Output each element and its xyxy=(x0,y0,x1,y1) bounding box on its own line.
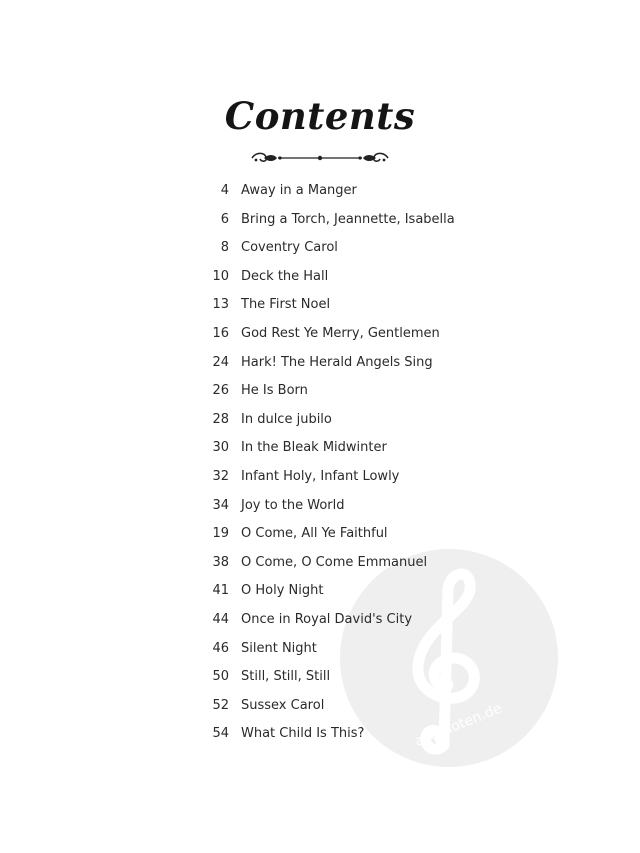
toc-entry[interactable] xyxy=(0,353,640,382)
toc-entry[interactable] xyxy=(0,696,640,725)
toc-song-title: Coventry Carol xyxy=(241,240,338,256)
toc-page-number: 52 xyxy=(212,697,229,713)
toc-song-title: He Is Born xyxy=(241,383,308,399)
toc-song-title: Hark! The Herald Angels Sing xyxy=(241,354,433,370)
toc-page-number: 50 xyxy=(212,669,229,685)
toc-page-number: 28 xyxy=(212,411,229,427)
toc-entry[interactable] xyxy=(0,610,640,639)
toc-page-number: 4 xyxy=(220,183,229,198)
toc-entry[interactable] xyxy=(0,639,640,668)
toc-song-title: Deck the Hall xyxy=(241,268,329,284)
toc-page-number: 54 xyxy=(212,726,229,742)
toc-entry[interactable] xyxy=(0,524,640,553)
toc-page-number: 24 xyxy=(212,354,229,370)
toc-page-number: 46 xyxy=(212,640,229,656)
toc-entry[interactable] xyxy=(0,381,640,410)
watermark-text: alle-noten.de xyxy=(412,700,505,751)
toc-song-title: O Holy Night xyxy=(241,583,324,599)
toc-page-number: 34 xyxy=(212,497,229,513)
toc-entry[interactable] xyxy=(0,438,640,467)
flourish-divider-icon xyxy=(250,150,390,166)
toc-entry[interactable] xyxy=(0,667,640,696)
toc-entry[interactable] xyxy=(0,553,640,582)
toc-song-title: Bring a Torch, Jeannette, Isabella xyxy=(241,211,455,227)
toc-page-number: 19 xyxy=(212,526,229,542)
toc-entry[interactable] xyxy=(0,267,640,296)
toc-song-title: Joy to the World xyxy=(241,497,345,513)
toc-entry[interactable] xyxy=(0,295,640,324)
toc-entry[interactable] xyxy=(0,324,640,353)
toc-page-number: 30 xyxy=(212,440,229,456)
toc-page-number: 16 xyxy=(212,325,229,341)
toc-song-title: O Come, All Ye Faithful xyxy=(241,526,388,542)
toc-song-title: Infant Holy, Infant Lowly xyxy=(241,468,400,484)
toc-page-number: 32 xyxy=(212,468,229,484)
toc-entry[interactable] xyxy=(0,410,640,439)
toc-entry[interactable] xyxy=(0,581,640,610)
toc-song-title: Silent Night xyxy=(241,640,317,656)
toc-page-number: 6 xyxy=(220,211,229,227)
toc-entry[interactable] xyxy=(0,181,640,210)
toc-song-title: God Rest Ye Merry, Gentlemen xyxy=(241,325,440,341)
toc-list xyxy=(0,181,640,753)
toc-entry[interactable] xyxy=(0,496,640,525)
toc-entry[interactable] xyxy=(0,467,640,496)
toc-song-title: Still, Still, Still xyxy=(241,669,331,685)
toc-entry[interactable] xyxy=(0,238,640,267)
toc-page-number: 41 xyxy=(212,583,229,599)
toc-page-number: 10 xyxy=(212,268,229,284)
toc-page-number: 44 xyxy=(212,611,229,627)
toc-song-title: In dulce jubilo xyxy=(241,411,332,427)
page-title: Contents xyxy=(224,94,416,138)
toc-page-number: 38 xyxy=(212,554,229,570)
toc-song-title: O Come, O Come Emmanuel xyxy=(241,554,428,570)
toc-song-title: What Child Is This? xyxy=(241,726,365,742)
toc-entry[interactable] xyxy=(0,724,640,753)
toc-song-title: In the Bleak Midwinter xyxy=(241,440,387,456)
toc-page-number: 8 xyxy=(220,240,229,256)
toc-page-number: 13 xyxy=(212,297,229,313)
toc-entry[interactable] xyxy=(0,210,640,239)
toc-page-number: 26 xyxy=(212,383,229,399)
toc-song-title: Sussex Carol xyxy=(241,697,325,713)
toc-song-title: Away in a Manger xyxy=(241,183,357,198)
toc-song-title: Once in Royal David's City xyxy=(241,611,413,627)
toc-song-title: The First Noel xyxy=(241,297,331,313)
